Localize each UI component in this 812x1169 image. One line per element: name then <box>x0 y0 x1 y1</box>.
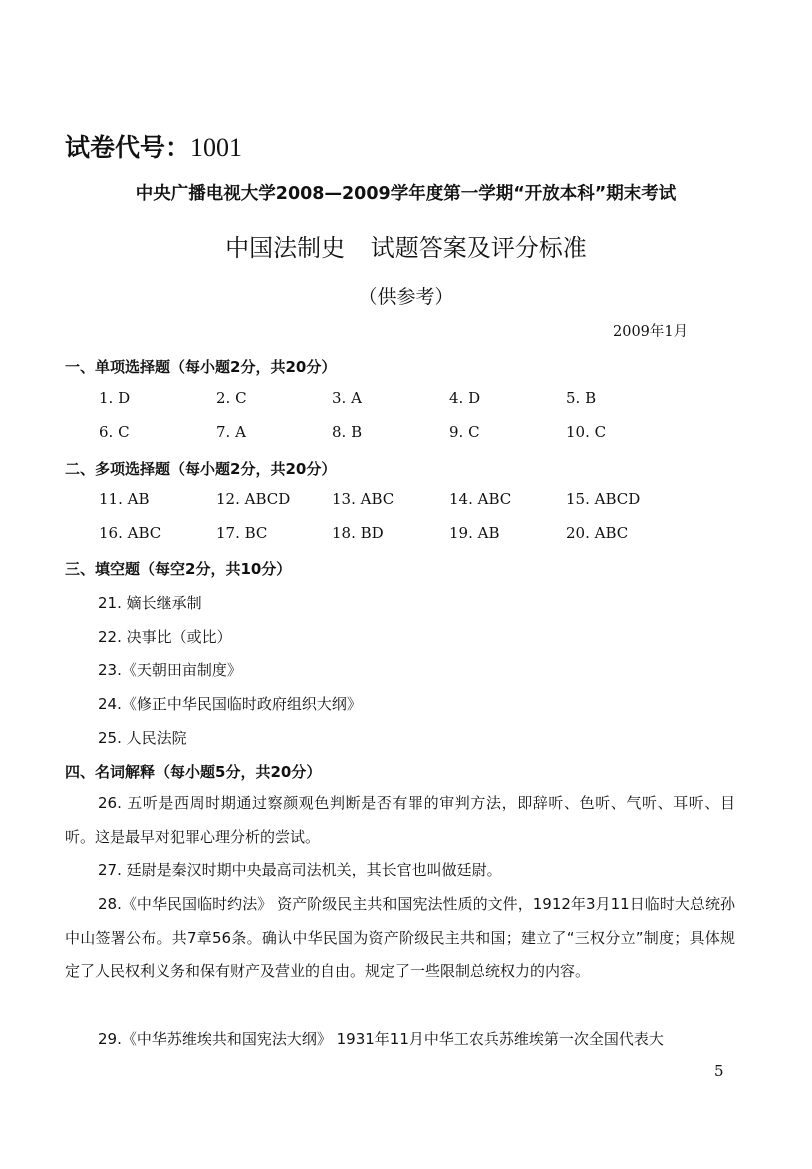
answer-item: 1. D <box>99 389 131 407</box>
answer-item: 15. ABCD <box>566 490 641 508</box>
term-explanation: 26. 五听是西周时期通过察颜观色判断是否有罪的审判方法，即辞听、色听、气听、耳听、目听。这是最早对犯罪心理分析的尝试。 <box>65 794 735 846</box>
answer-item: 7. A <box>216 423 246 441</box>
term-explanation: 29.《中华苏维埃共和国宪法大纲》 1931年11月中华工农兵苏维埃第一次全国代表大 <box>98 1030 664 1048</box>
term-explanation: 28.《中华民国临时约法》 资产阶级民主共和国宪法性质的文件，1912年3月11日临时大总统孙中山签署公布。共7章56条。确认中华民国为资产阶级民主共和国；建立了“三权分立”制度；具体规定了人民权利义务和保有财产及营业的自由。规定了一些限制总统权力的内容。 <box>65 895 735 980</box>
answer-item: 10. C <box>566 423 607 441</box>
answer-item: 18. BD <box>332 524 384 542</box>
answer-item: 11. AB <box>99 490 150 508</box>
exam-date: 2009年1月 <box>613 324 689 340</box>
answer-item: 13. ABC <box>332 490 395 508</box>
section-3-heading: 三、填空题（每空2分，共10分） <box>65 560 292 578</box>
answer-item: 5. B <box>566 389 597 407</box>
answer-item: 4. D <box>449 389 481 407</box>
fill-answer: 21. 嫡长继承制 <box>98 594 202 612</box>
answer-item: 6. C <box>99 423 130 441</box>
fill-answer: 22. 决事比（或比） <box>98 628 232 646</box>
answer-item: 19. AB <box>449 524 500 542</box>
fill-answer: 24.《修正中华民国临时政府组织大纲》 <box>98 695 362 713</box>
section-2-heading: 二、多项选择题（每小题2分，共20分） <box>65 460 337 478</box>
university-exam-line: 中央广播电视大学2008—2009学年度第一学期“开放本科”期末考试 <box>135 184 677 204</box>
section-1-heading: 一、单项选择题（每小题2分，共20分） <box>65 358 337 376</box>
fill-answer: 25. 人民法院 <box>98 729 187 747</box>
exam-code-label: 试卷代号： <box>65 133 191 162</box>
answer-item: 3. A <box>332 389 362 407</box>
answer-item: 8. B <box>332 423 363 441</box>
answer-item: 20. ABC <box>566 524 629 542</box>
answer-item: 17. BC <box>216 524 268 542</box>
answer-item: 2. C <box>216 389 247 407</box>
page-title: 中国法制史 试题答案及评分标准 <box>225 234 587 262</box>
answer-item: 16. ABC <box>99 524 162 542</box>
answer-item: 14. ABC <box>449 490 512 508</box>
reference-note: （供参考） <box>358 286 454 308</box>
term-explanation: 27. 廷尉是秦汉时期中央最高司法机关，其长官也叫做廷尉。 <box>98 861 502 879</box>
exam-code-number: 1001 <box>190 133 243 162</box>
section-4-heading: 四、名词解释（每小题5分，共20分） <box>65 763 322 781</box>
exam-code <box>65 128 242 164</box>
answer-item: 12. ABCD <box>216 490 291 508</box>
answer-item: 9. C <box>449 423 480 441</box>
page-number: 5 <box>714 1062 724 1080</box>
fill-answer: 23.《天朝田亩制度》 <box>98 661 242 679</box>
